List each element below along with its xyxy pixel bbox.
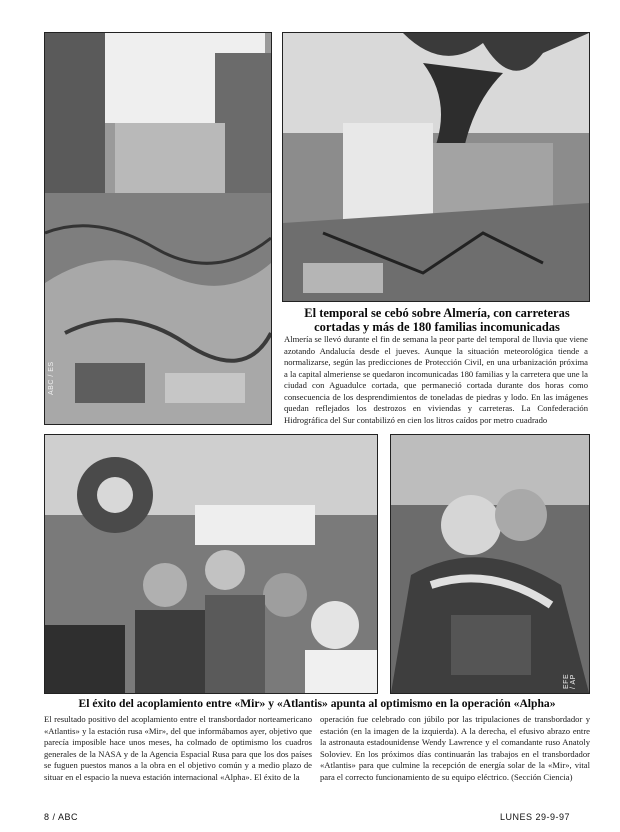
headline-mir-atlantis: El éxito del acoplamiento entre «Mir» y «Atlantis» apunta al optimismo en la operación «Alpha» bbox=[78, 697, 556, 710]
article-body-mir-col2: operación fue celebrado con júbilo por las tripulaciones de transbordador y estación (en la imagen de la izquierda). A la derecha, el efusivo abrazo entre la astronauta estadounidense Wendy Lawrence y el comandante ruso Anatoly Soloviev. En los próximos días continuarán las trabajos en el transbordador «Atlantis» para que culmine la recepción de energía solar de la «Mir», vital para el correcto funcionamiento de su equipo eléctrico. (Sección Ciencia) bbox=[320, 714, 590, 782]
photo-flood-street bbox=[44, 32, 272, 425]
headline-temporal-almeria: El temporal se cebó sobre Almería, con carreteras cortadas y más de 180 familias incomunicadas bbox=[304, 306, 570, 334]
publication-date: LUNES 29-9-97 bbox=[500, 812, 571, 822]
page-number: 8 / ABC bbox=[44, 812, 79, 822]
photo-astronaut-hug bbox=[390, 434, 590, 694]
photo-collapsed-house bbox=[282, 32, 590, 302]
article-body-temporal: Almería se llevó durante el fin de semana la peor parte del temporal de lluvia que viene azotando Andalucía desde el jueves. Aunque la situación meteorológica tiende a normalizarse, según las predicciones de Protección Civil, en una urbanización próxima a la capital almeriense se quedaron incomunicadas 180 familias y la carretera que une la ciudad con Aguadulce cortada, que permaneció cortada durante dos horas como consecuencia de los desprendimientos de toneladas de piedras y lodo. En las imágenes quedan reflejados los destrozos en viviendas y carreteras. La Confederación Hidrográfica del Sur contabilizó en cien los litros caídos por metro cuadrado bbox=[284, 334, 588, 425]
photo-crew-celebration bbox=[44, 434, 378, 694]
photo-credit: EFE / AP bbox=[563, 673, 577, 689]
article-body-mir-col1: El resultado positivo del acoplamiento entre el transbordador norteamericano «Atlantis» y la estación rusa «Mir», del que informábamos ayer, objetivo que parecía imposible hace unos meses, ha colmado de optimismo los cuadros generales de la NASA y de la Agencia Espacial Rusa para que los dos países se fuguen puestos manos a la obra en el objetivo común y a medio plazo de situar en el espacio la nueva estación internacional «Alpha». El éxito de la bbox=[44, 714, 312, 782]
photo-credit: ABC / ES bbox=[48, 361, 55, 395]
